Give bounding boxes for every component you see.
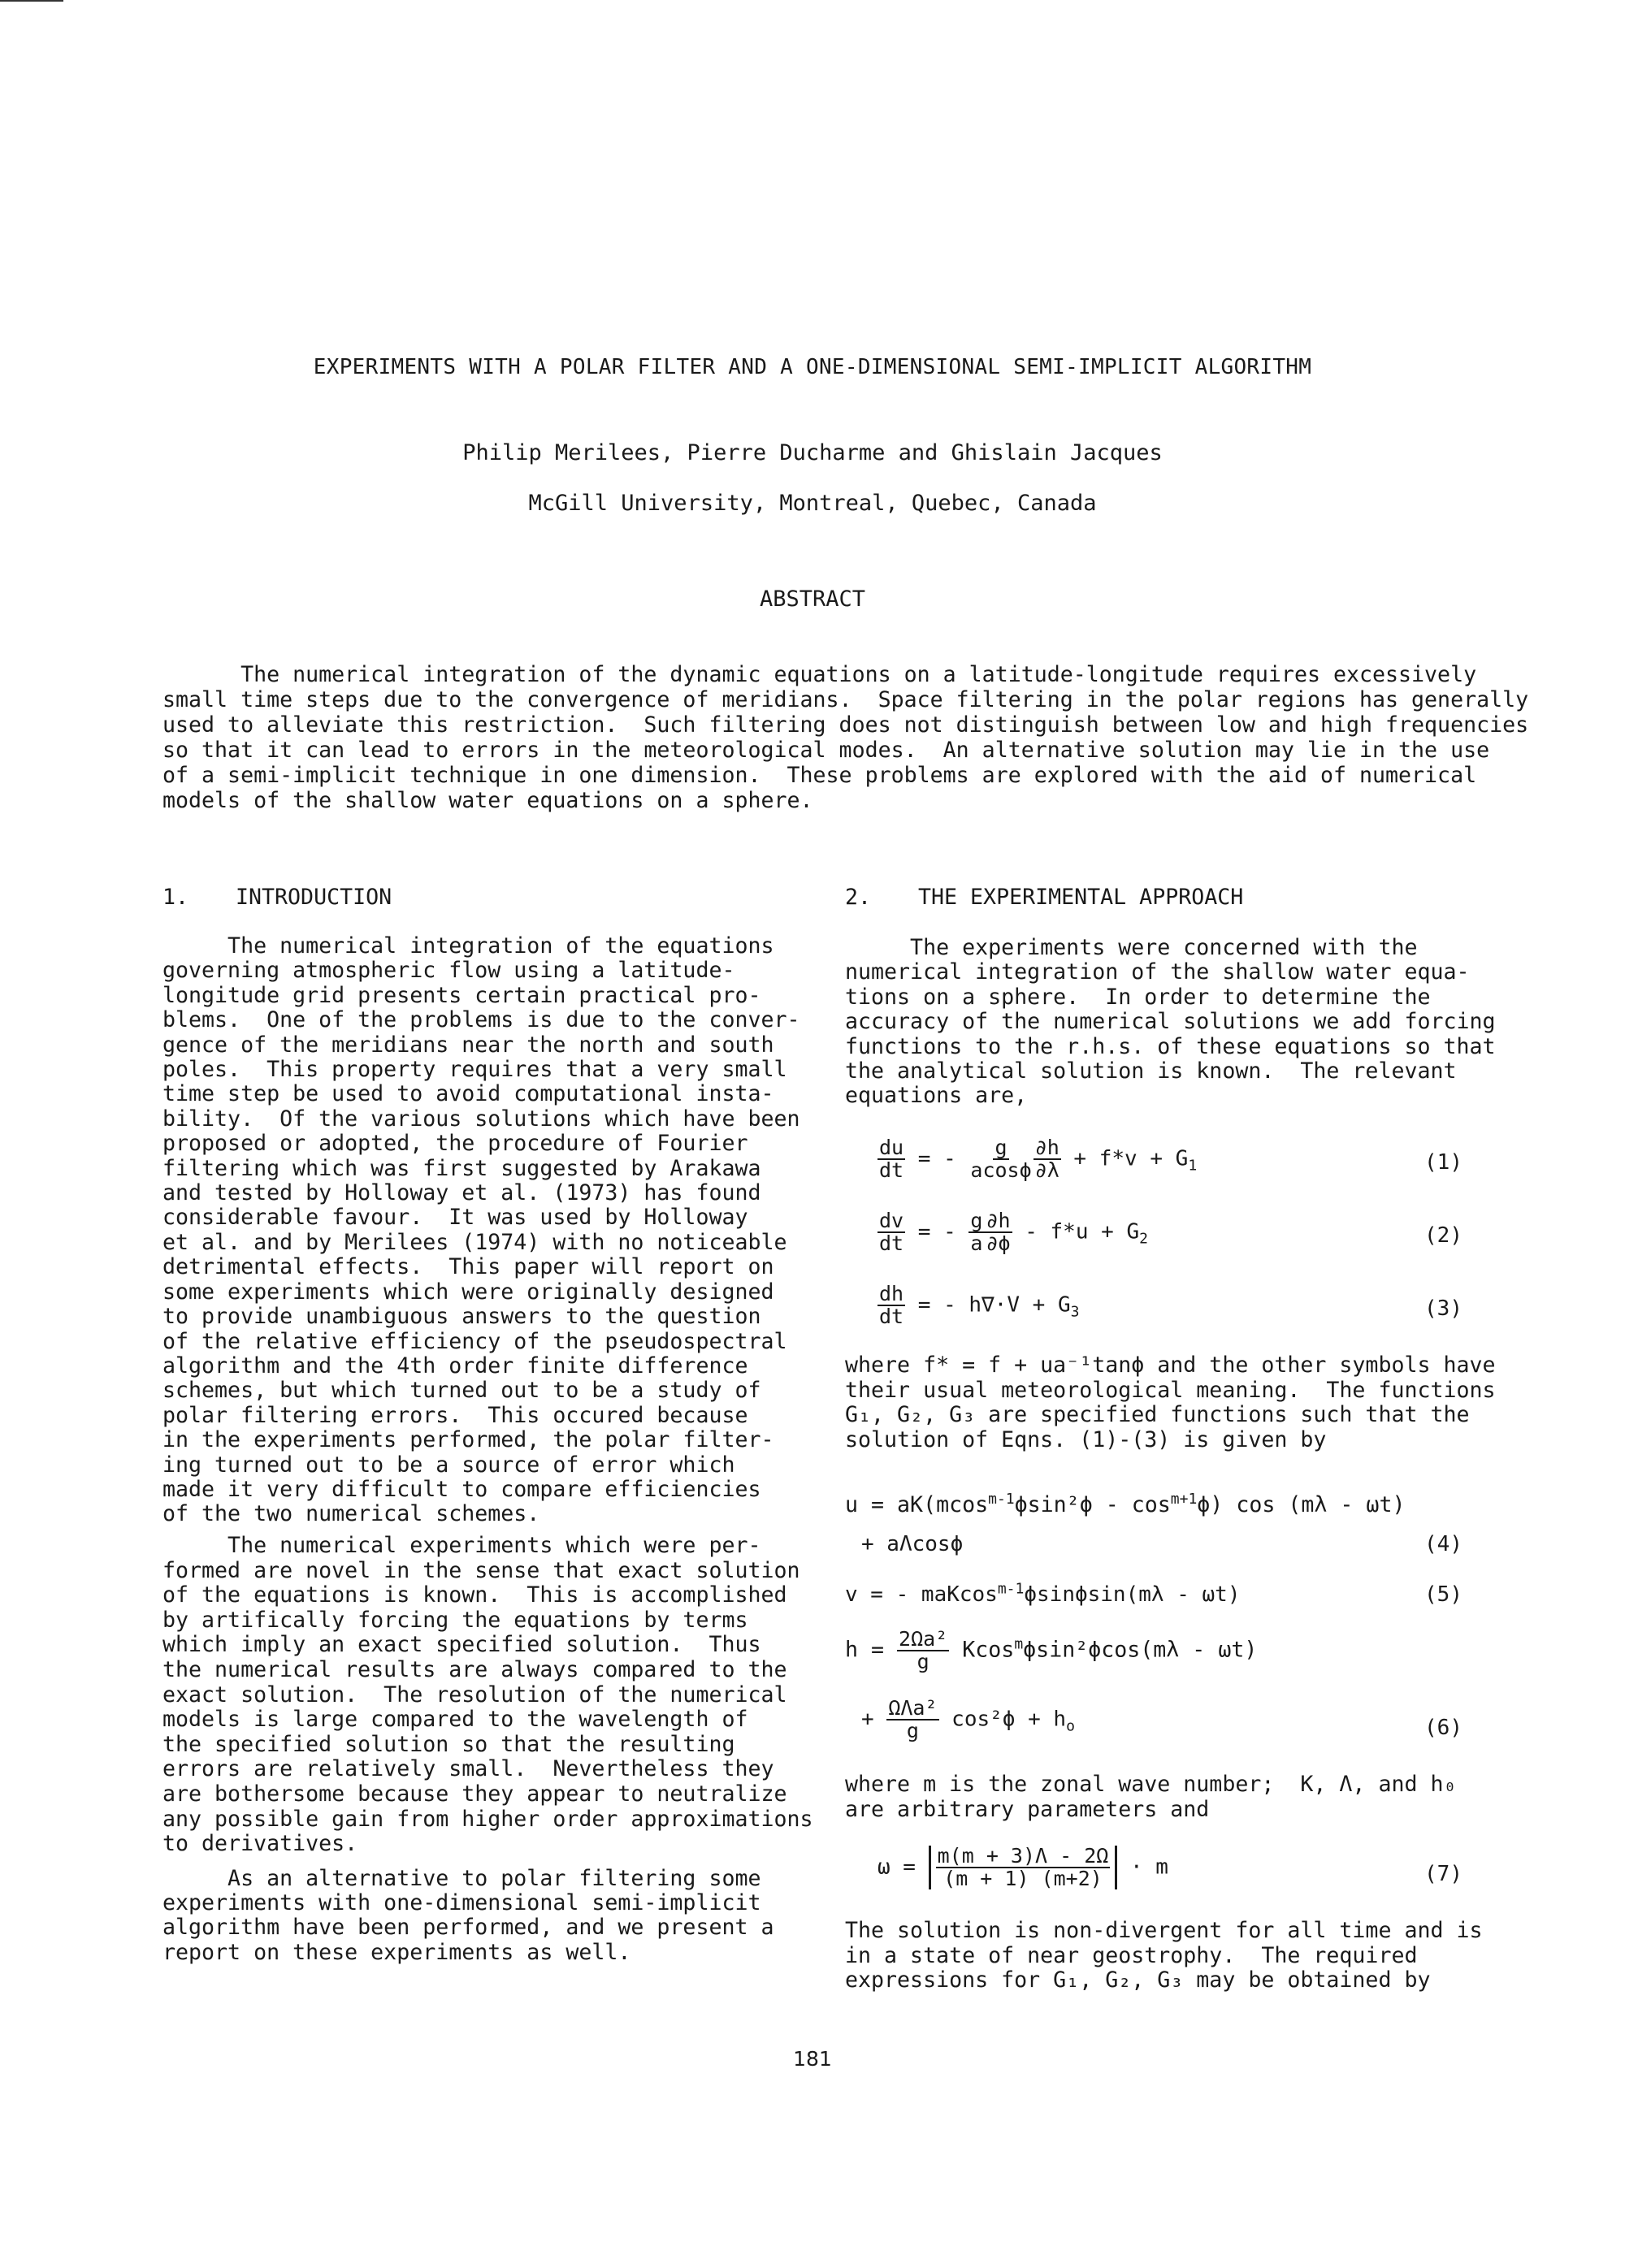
equation-6-line-1: h = $\frac{\text{2Ωa²}}{g}$ Kcos$^m$ϕsin²ϕcos(mλ - ωt): [845, 1627, 1258, 1673]
approach-paragraph-4: The solution is non-divergent for all time and is in a state of near geostrophy. The required expressions for G₁, G₂, G₃ may be obtained by: [845, 1918, 1483, 1993]
page-number: 181: [793, 2047, 832, 2071]
approach-paragraph-3: where m is the zonal wave number; K, Λ, and h₀ are arbitrary parameters and: [845, 1772, 1457, 1822]
equation-3-number: (3): [1424, 1296, 1462, 1321]
section-2-title: THE EXPERIMENTAL APPROACH: [918, 885, 1244, 910]
intro-paragraph-3: As an alternative to polar filtering some experiments with one-dimensional semi-implicit algorithm have been performed, and we present a report on these experiments as well.: [162, 1866, 774, 1965]
equation-1: $\frac{du}{dt}$ = - $\frac{g}{acos\phi}$ $\frac{\partial h}{\partial\lambda}$ + $f*v + G_1$ (1): [879, 1136, 1462, 1182]
paper-title: EXPERIMENTS WITH A POLAR FILTER AND A ONE-DIMENSIONAL SEMI-IMPLICIT ALGORITHM: [313, 355, 1312, 379]
approach-paragraph-1: The experiments were concerned with the numerical integration of the shallow water equa- tions on a sphere. In order to determine the accuracy of the numerical solutions we add forcing functions to the r.h.s. of these equations so that the analytical solution is known. The relevant equations are,: [845, 935, 1496, 1109]
section-1-title: INTRODUCTION: [236, 885, 392, 910]
section-2-heading: [845, 885, 1243, 910]
equation-7: ω = $\frac{m(m + 3)\Lambda - 2\Omega}{(m + 1) (m+2)}$ · m (7): [878, 1844, 1462, 1890]
equation-1-number: (1): [1424, 1150, 1462, 1175]
equation-3: $\frac{dh}{dt}$ = - $h\nabla\cdot V + G_3$ (3): [879, 1282, 1462, 1328]
equation-6-number: (6): [1424, 1716, 1462, 1740]
section-2-number: 2.: [845, 885, 872, 910]
equation-4-number: (4): [1424, 1532, 1462, 1556]
equation-2-number: (2): [1424, 1223, 1462, 1248]
paper-affiliation: McGill University, Montreal, Quebec, Canada: [528, 491, 1097, 516]
paper-authors: Philip Merilees, Pierre Ducharme and Ghislain Jacques: [462, 440, 1163, 465]
equation-4-line-1: $u = aK(mcos^{m-1}\phi\sin^2\phi - \cos^{m+1}\phi)$ cos (mλ - ωt): [845, 1491, 1406, 1517]
intro-paragraph-2: The numerical experiments which were per- formed are novel in the sense that exact solution of the equations is known. This is accomplished by artifically forcing the equations by terms which imply an exact specified solution. Thus the numerical results are always compared to the exact solution. The resolution of the numerical models is large compared to the wavelength of the specified solution so that the resulting errors are relatively small. Nevertheless they are bothersome because they appear to neutralize any possible gain from higher order approximations to derivatives.: [162, 1533, 813, 1857]
equation-5: v = - maKcos$^{m-1}$ϕsinϕsin(mλ - ωt) (5): [845, 1580, 1462, 1607]
approach-paragraph-2: where f* = f + ua⁻¹tanϕ and the other symbols have their usual meteorological meaning. The functions G₁, G₂, G₃ are specified functions such that the solution of Eqns. (1)-(3) is given by: [845, 1353, 1496, 1452]
equation-7-number: (7): [1424, 1862, 1462, 1886]
section-1-heading: [162, 885, 392, 910]
abstract-text: The numerical integration of the dynamic equations on a latitude-longitude requires excessively small time steps due to the convergence of meridians. Space filtering in the polar regions has generally used to alleviate this restriction. Such filtering does not distinguish between low and high frequencies so that it can lead to errors in the meteorological modes. An alternative solution may lie in the use of a semi-implicit technique in one dimension. These problems are explored with the aid of numerical models of the shallow water equations on a sphere.: [162, 662, 1529, 813]
equation-4-line-2: + aΛcosϕ (4): [861, 1532, 1462, 1556]
equation-5-number: (5): [1424, 1582, 1462, 1607]
equation-6-line-2: + $\frac{\text{ΩΛa²}}{g}$ $\cos^2\phi + h_o$ (6): [861, 1696, 1462, 1742]
equation-2: $\frac{dv}{dt}$ = - $\frac{g}{a}$ $\frac{\partial h}{\partial\phi}$ - $f*u + G_2$ (2): [879, 1209, 1462, 1255]
intro-paragraph-1: The numerical integration of the equations governing atmospheric flow using a latitude- longitude grid presents certain practical pro- blems. One of the problems is due to the conver- gence of the meridians near the north and south poles. This property requires that a very small time step be used to avoid computational insta- bility. Of the various solutions which have been proposed or adopted, the procedure of Fourier filtering which was first suggested by Arakawa and tested by Holloway et al. (1973) has found considerable favour. It was used by Holloway et al. and by Merilees (1974) with no noticeable detrimental effects. This paper will report on some experiments which were originally designed to provide unambiguous answers to the question of the relative efficiency of the pseudospectral algorithm and the 4th order finite difference schemes, but which turned out to be a study of polar filtering errors. This occured because in the experiments performed, the polar filter- ing turned out to be a source of error which made it very difficult to compare efficiencies of the two numerical schemes.: [162, 933, 800, 1527]
abstract-heading: ABSTRACT: [759, 586, 866, 612]
corner-rule: [0, 0, 63, 2]
section-1-number: 1.: [162, 885, 189, 910]
